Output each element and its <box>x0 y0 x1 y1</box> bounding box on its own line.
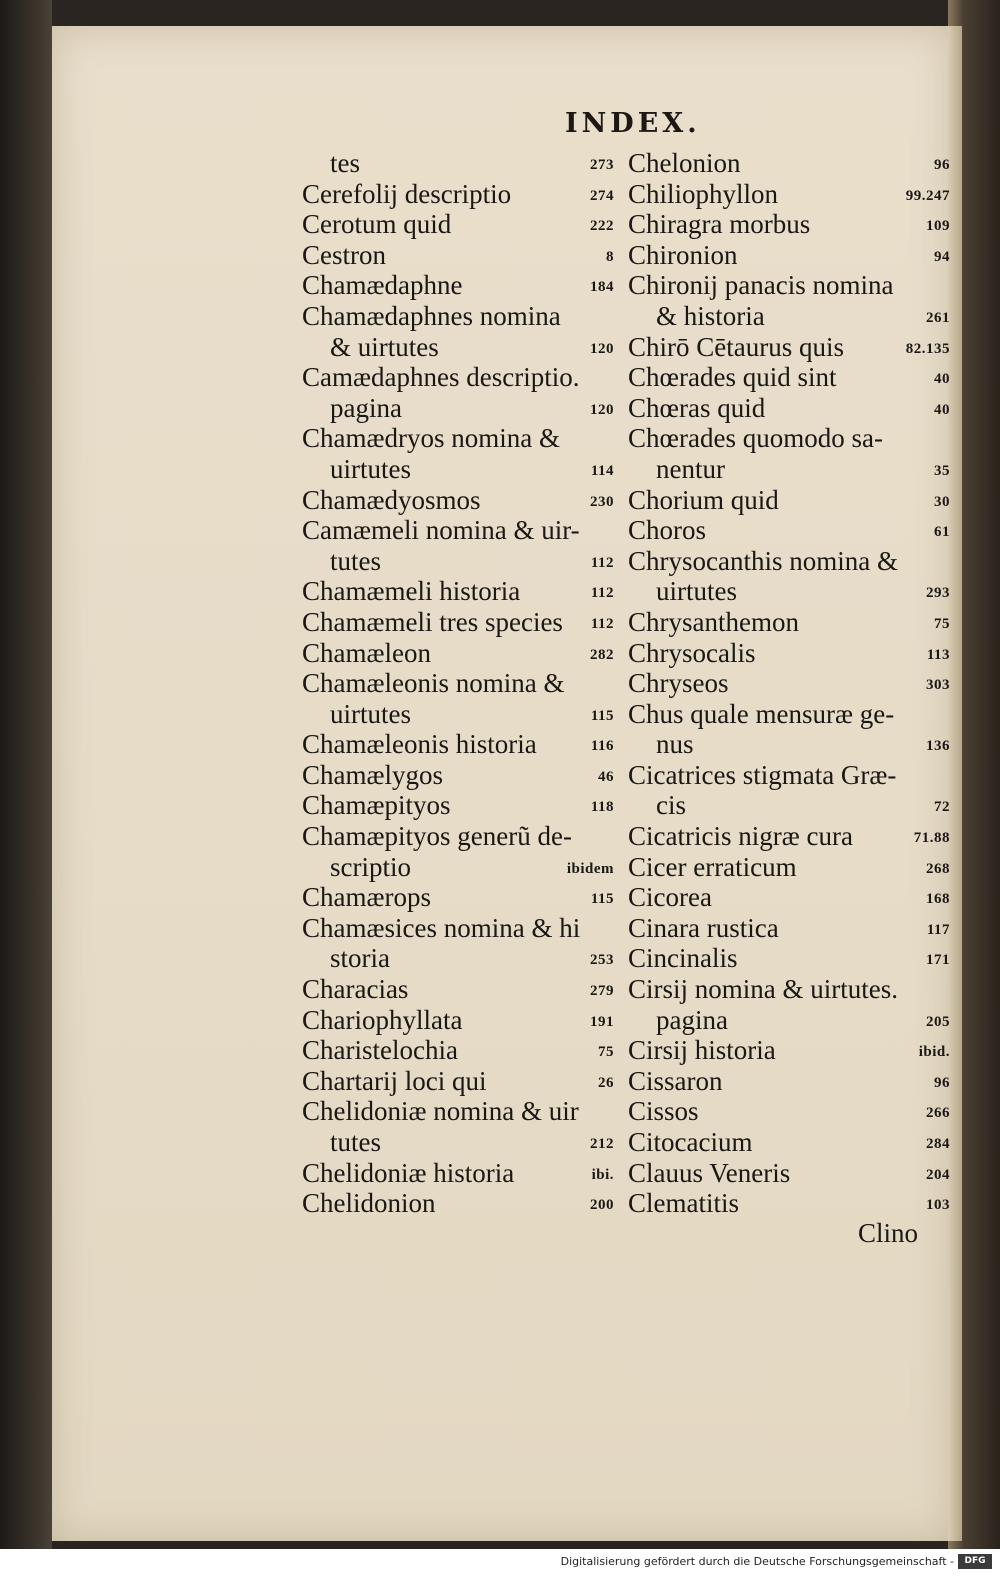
entry-page-number: 268 <box>926 860 950 877</box>
entry-term: Chelidoniæ nomina & uir <box>302 1096 579 1127</box>
index-entry <box>628 729 950 760</box>
entry-term: Chelidoniæ historia <box>302 1157 515 1188</box>
index-entry <box>302 1035 614 1066</box>
entry-term: Cicorea <box>628 882 712 913</box>
entry-term: Cirsij historia <box>628 1035 776 1066</box>
index-entry <box>302 1158 614 1189</box>
index-entry <box>302 638 614 669</box>
entry-term: scriptio <box>330 851 411 882</box>
entry-page-number: 222 <box>590 218 614 235</box>
index-entry <box>302 454 614 485</box>
entry-term: Chœras quid <box>628 392 766 423</box>
entry-term: Chamæsices nomina & hi <box>302 912 581 943</box>
entry-page-number: 118 <box>590 799 614 816</box>
entry-term: Chariophyllata <box>302 1004 463 1035</box>
index-entry <box>302 913 614 944</box>
index-entry <box>628 1158 950 1189</box>
page-header: INDEX. <box>565 108 701 139</box>
index-entry <box>302 943 614 974</box>
entry-page-number: 40 <box>934 401 950 418</box>
entry-term: Cicatricis nigræ cura <box>628 821 853 852</box>
entry-page-number: 303 <box>926 677 950 694</box>
entry-term: Chamælygos <box>302 759 444 790</box>
entry-page-number: 96 <box>934 1074 950 1091</box>
entry-page-number: 99.247 <box>905 187 950 204</box>
index-entry <box>628 1066 950 1097</box>
entry-term: cis <box>656 790 686 821</box>
index-entry <box>628 1096 950 1127</box>
index-entry <box>302 332 614 363</box>
index-entry <box>302 148 614 179</box>
index-entry <box>302 760 614 791</box>
entry-term: tutes <box>330 545 381 576</box>
index-entry <box>302 607 614 638</box>
entry-term: Cissaron <box>628 1065 723 1096</box>
entry-page-number: 94 <box>934 248 950 265</box>
index-entry <box>628 607 950 638</box>
entry-term: Chœrades quid sint <box>628 362 837 393</box>
entry-page-number: 171 <box>926 952 950 969</box>
entry-term: Clematitis <box>628 1188 739 1219</box>
entry-term: Chelonion <box>628 148 741 178</box>
entry-term: Chamæmeli tres species <box>302 606 563 637</box>
index-entry <box>628 790 950 821</box>
entry-page-number: 8 <box>606 248 614 265</box>
entry-page-number: ibidem <box>566 860 614 877</box>
index-entry <box>628 179 950 210</box>
entry-page-number: 82.135 <box>905 340 950 357</box>
entry-page-number: 96 <box>934 157 950 173</box>
entry-term: Chirō Cētaurus quis <box>628 331 844 362</box>
index-entry <box>302 1188 614 1219</box>
index-column-left <box>302 148 614 1219</box>
entry-page-number: 61 <box>934 524 950 541</box>
entry-page-number: 112 <box>590 554 614 571</box>
entry-page-number: 26 <box>598 1074 614 1091</box>
index-entry <box>302 546 614 577</box>
index-entry <box>628 668 950 699</box>
index-entry <box>302 1066 614 1097</box>
index-entry <box>628 576 950 607</box>
entry-term: Chelidonion <box>302 1188 436 1219</box>
entry-term: Chrysocalis <box>628 637 756 668</box>
index-entry <box>628 913 950 944</box>
index-entry <box>302 974 614 1005</box>
entry-term: & historia <box>656 300 765 331</box>
index-entry <box>302 270 614 301</box>
entry-page-number: 72 <box>934 799 950 816</box>
entry-page-number: 274 <box>590 187 614 204</box>
entry-term: Chamæleonis historia <box>302 729 537 760</box>
entry-term: Chiliophyllon <box>628 178 779 209</box>
entry-page-number: 204 <box>926 1166 950 1183</box>
index-entry <box>302 852 614 883</box>
entry-page-number: 75 <box>598 1044 614 1061</box>
index-entry <box>628 943 950 974</box>
entry-page-number: 113 <box>926 646 950 663</box>
entry-term: storia <box>330 943 390 974</box>
entry-term: Cicatrices stigmata Græ- <box>628 759 897 790</box>
entry-page-number: 120 <box>590 401 614 418</box>
entry-page-number: 71.88 <box>913 830 950 847</box>
entry-page-number: 293 <box>926 585 950 602</box>
index-entry <box>628 270 950 301</box>
entry-page-number: 112 <box>590 585 614 602</box>
entry-page-number: 212 <box>590 1136 614 1152</box>
index-entry <box>302 576 614 607</box>
entry-page-number: 184 <box>590 279 614 296</box>
entry-term: Cicer erraticum <box>628 851 797 882</box>
entry-page-number: 282 <box>590 646 614 663</box>
index-entry <box>628 638 950 669</box>
entry-page-number: 168 <box>926 891 950 908</box>
entry-page-number: ibi. <box>591 1166 614 1183</box>
index-entry <box>302 362 614 393</box>
index-entry <box>628 974 950 1005</box>
index-entry <box>628 1188 950 1219</box>
entry-term: Chœrades quomodo sa- <box>628 423 883 454</box>
entry-page-number: 136 <box>926 738 950 755</box>
entry-term: Cincinalis <box>628 943 738 974</box>
digitization-footer <box>0 1549 1000 1577</box>
entry-term: Chrysocanthis nomina & <box>628 545 898 576</box>
index-entry <box>302 1005 614 1036</box>
index-entry <box>302 882 614 913</box>
index-column-right <box>628 148 950 1219</box>
entry-term: Cerotum quid <box>302 209 452 240</box>
index-entry <box>628 454 950 485</box>
index-entry <box>628 209 950 240</box>
entry-term: Chamædaphne <box>302 270 463 301</box>
index-entry <box>628 760 950 791</box>
entry-term: uirtutes <box>656 576 737 607</box>
entry-page-number: 117 <box>926 921 950 938</box>
entry-page-number: 109 <box>926 218 950 235</box>
entry-term: nentur <box>656 453 725 484</box>
entry-page-number: 46 <box>598 768 614 785</box>
entry-term: Cinara rustica <box>628 912 779 943</box>
index-entry <box>302 1127 614 1158</box>
entry-page-number: ibid. <box>918 1044 950 1061</box>
page-edge <box>948 26 962 1541</box>
entry-term: Chamæleonis nomina & <box>302 668 565 699</box>
index-entry <box>302 423 614 454</box>
index-entry <box>302 729 614 760</box>
index-entry <box>302 699 614 730</box>
index-entry <box>628 699 950 730</box>
entry-page-number: 30 <box>934 493 950 510</box>
entry-page-number: 273 <box>590 157 614 173</box>
index-entry <box>628 485 950 516</box>
scan-border-left <box>0 0 52 1577</box>
entry-term: Chironij panacis nomina <box>628 270 894 301</box>
entry-term: & uirtutes <box>330 331 439 362</box>
index-entry <box>628 546 950 577</box>
entry-page-number: 191 <box>590 1013 614 1030</box>
index-entry <box>628 1127 950 1158</box>
catchword: Clino <box>858 1218 919 1248</box>
entry-page-number: 261 <box>926 309 950 326</box>
entry-term: pagina <box>656 1004 728 1035</box>
index-entry <box>302 790 614 821</box>
entry-page-number: 230 <box>590 493 614 510</box>
index-entry <box>302 485 614 516</box>
index-entry <box>628 240 950 271</box>
entry-term: Chamæmeli historia <box>302 576 521 607</box>
entry-page-number: 120 <box>590 340 614 357</box>
entry-term: Citocacium <box>628 1127 753 1157</box>
entry-page-number: 115 <box>590 891 614 908</box>
index-entry <box>302 515 614 546</box>
entry-term: Characias <box>302 974 409 1005</box>
entry-page-number: 205 <box>926 1013 950 1030</box>
entry-term: Chironion <box>628 239 738 270</box>
index-entry <box>302 179 614 210</box>
entry-page-number: 112 <box>590 615 614 632</box>
entry-page-number: 279 <box>590 983 614 1000</box>
entry-term: Chamærops <box>302 882 432 913</box>
entry-page-number: 284 <box>926 1136 950 1152</box>
entry-term: Chiragra morbus <box>628 209 811 240</box>
index-entry <box>302 821 614 852</box>
entry-page-number: 40 <box>934 371 950 388</box>
index-entry <box>302 668 614 699</box>
index-entry <box>628 1005 950 1036</box>
index-entry <box>628 423 950 454</box>
entry-term: tutes <box>330 1127 381 1157</box>
entry-term: Chamædyosmos <box>302 484 481 515</box>
index-entry <box>628 148 950 179</box>
entry-term: Clauus Veneris <box>628 1157 791 1188</box>
dfg-logo: DFG <box>958 1554 992 1569</box>
index-entry <box>628 852 950 883</box>
entry-term: tes <box>330 148 360 178</box>
entry-term: Chamæpityos <box>302 790 451 821</box>
entry-term: Chamædryos nomina & <box>302 423 560 454</box>
index-entry <box>628 301 950 332</box>
entry-page-number: 35 <box>934 462 950 479</box>
entry-term: Camæmeli nomina & uir- <box>302 515 580 546</box>
entry-term: Charistelochia <box>302 1035 458 1066</box>
entry-term: Chamæpityos generũ de- <box>302 821 572 852</box>
entry-term: Cirsij nomina & uirtutes. <box>628 974 898 1005</box>
index-entry <box>302 209 614 240</box>
index-entry <box>302 301 614 332</box>
entry-page-number: 200 <box>590 1197 614 1214</box>
footer-credit: Digitalisierung gefördert durch die Deutsche Forschungsgemeinschaft - <box>560 1555 954 1568</box>
entry-term: Cerefolij descriptio <box>302 178 512 209</box>
entry-page-number: 116 <box>590 738 614 755</box>
entry-term: pagina <box>330 392 402 423</box>
index-entry <box>628 821 950 852</box>
entry-term: Chamæleon <box>302 637 431 668</box>
index-entry <box>628 1035 950 1066</box>
entry-page-number: 114 <box>590 462 614 479</box>
entry-page-number: 115 <box>590 707 614 724</box>
entry-page-number: 75 <box>934 615 950 632</box>
entry-term: Cissos <box>628 1096 699 1127</box>
entry-page-number: 266 <box>926 1105 950 1122</box>
entry-term: Cestron <box>302 239 386 270</box>
entry-term: uirtutes <box>330 698 411 729</box>
entry-page-number: 103 <box>926 1197 950 1214</box>
entry-term: Camædaphnes descriptio. <box>302 362 580 393</box>
index-entry <box>628 362 950 393</box>
index-entry <box>302 240 614 271</box>
index-entry <box>628 515 950 546</box>
index-entry <box>628 882 950 913</box>
entry-term: Choros <box>628 515 707 546</box>
index-entry <box>628 393 950 424</box>
entry-term: nus <box>656 729 694 760</box>
entry-term: Chartarij loci qui <box>302 1065 487 1096</box>
index-entry <box>628 332 950 363</box>
entry-term: Chryseos <box>628 668 729 699</box>
entry-page-number: 253 <box>590 952 614 969</box>
index-entry <box>302 393 614 424</box>
entry-term: Chamædaphnes nomina <box>302 300 561 331</box>
index-entry <box>302 1096 614 1127</box>
entry-term: Chus quale mensuræ ge- <box>628 698 895 729</box>
entry-term: uirtutes <box>330 453 411 484</box>
entry-term: Chorium quid <box>628 484 779 515</box>
entry-term: Chrysanthemon <box>628 606 799 637</box>
